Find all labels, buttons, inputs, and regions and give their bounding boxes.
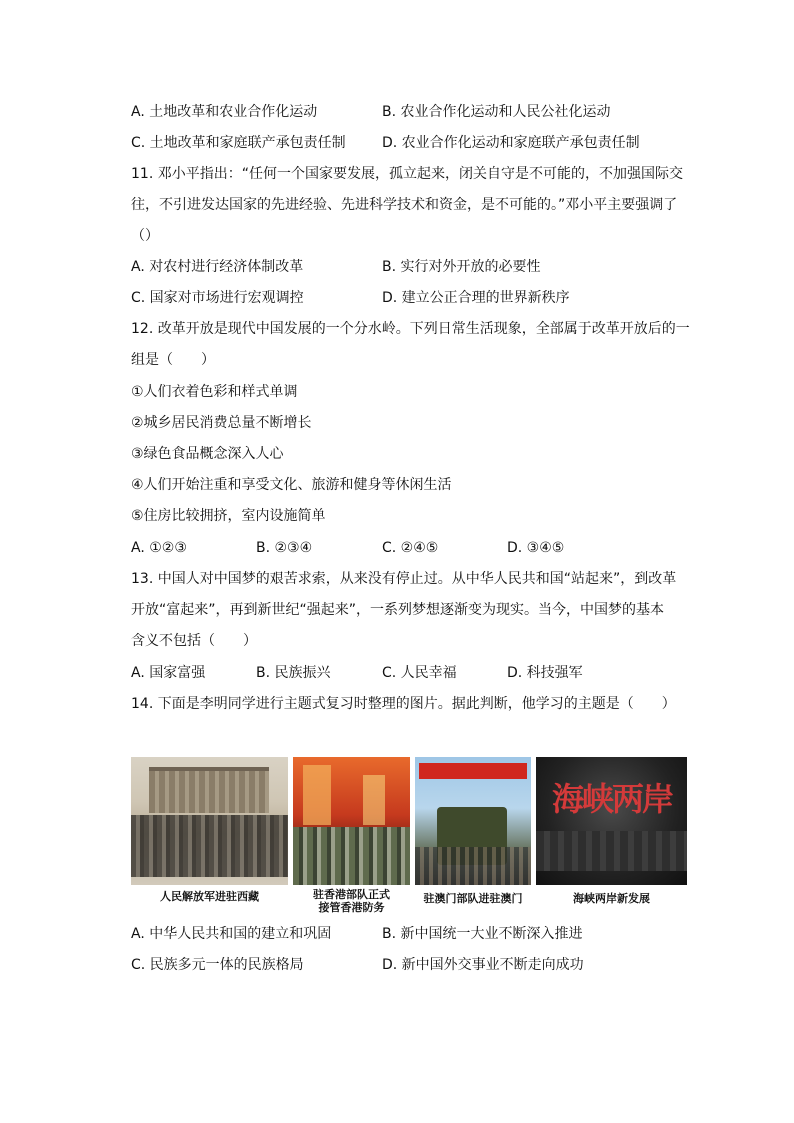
q13-option-b: B. 民族振兴 (256, 665, 331, 681)
q12-item-2: ②城乡居民消费总量不断增长 (131, 415, 312, 431)
q12-option-c: C. ②④⑤ (382, 540, 439, 556)
q13-stem-line1: 13. 中国人对中国梦的艰苦求索，从来没有停止过。从中华人民共和国“站起来”，到改革 (131, 571, 677, 587)
q11-stem-line2: 往，不引进发达国家的先进经验、先进科学技术和资金，是不可能的。”邓小平主要强调了 (131, 197, 678, 213)
q13-stem-line2: 开放“富起来”，再到新世纪“强起来”，一系列梦想逐渐变为现实。当今，中国梦的基本 (131, 602, 665, 618)
building-shape (303, 765, 331, 825)
q12-option-d: D. ③④⑤ (507, 540, 565, 556)
cross-strait-logo-text: 海峡两岸 (551, 780, 672, 818)
q14-option-a: A. 中华人民共和国的建立和巩固 (131, 926, 332, 942)
background-shape (536, 831, 687, 871)
q12-option-a: A. ①②③ (131, 540, 187, 556)
q13-option-d: D. 科技强军 (507, 665, 583, 681)
q13-option-a: A. 国家富强 (131, 665, 206, 681)
q11-stem-line1: 11. 邓小平指出：“任何一个国家要发展，孤立起来，闭关自守是不可能的，不加强国际交 (131, 166, 683, 182)
q10-option-b: B. 农业合作化运动和人民公社化运动 (382, 104, 611, 120)
photo-tibet-caption: 人民解放军进驻西藏 (160, 890, 259, 903)
q11-option-d: D. 建立公正合理的世界新秩序 (382, 290, 570, 306)
q14-option-b: B. 新中国统一大业不断深入推进 (382, 926, 583, 942)
q12-option-b: B. ②③④ (256, 540, 313, 556)
q13-stem-line3: 含义不包括（ ） (131, 633, 257, 649)
building-shape (363, 775, 385, 825)
q12-stem-line1: 12. 改革开放是现代中国发展的一个分水岭。下列日常生活现象，全部属于改革开放后的一 (131, 321, 690, 337)
crowd-shape (415, 847, 531, 885)
q14-option-d: D. 新中国外交事业不断走向成功 (382, 957, 584, 973)
q11-option-c: C. 国家对市场进行宏观调控 (131, 290, 304, 306)
q11-option-a: A. 对农村进行经济体制改革 (131, 259, 304, 275)
photo-hongkong (293, 757, 410, 885)
troops-shape (131, 815, 288, 877)
q11-stem-line3: （） (131, 228, 159, 244)
photo-hongkong-caption-line2: 接管香港防务 (318, 901, 385, 914)
q14-option-c: C. 民族多元一体的民族格局 (131, 957, 304, 973)
photo-tibet (131, 757, 288, 885)
photo-cross-strait-caption: 海峡两岸新发展 (573, 892, 650, 905)
q12-item-4: ④人们开始注重和享受文化、旅游和健身等休闲生活 (131, 477, 452, 493)
q13-option-c: C. 人民幸福 (382, 665, 457, 681)
red-banner-shape (419, 763, 527, 779)
potala-palace-shape (149, 767, 269, 813)
q12-stem-line2: 组是（ ） (131, 352, 215, 368)
q10-option-d: D. 农业合作化运动和家庭联产承包责任制 (382, 135, 640, 151)
q11-option-b: B. 实行对外开放的必要性 (382, 259, 541, 275)
photo-hongkong-caption-line1: 驻香港部队正式 (313, 888, 390, 901)
photo-cross-strait (536, 757, 687, 885)
q14-stem-line1: 14. 下面是李明同学进行主题式复习时整理的图片。据此判断，他学习的主题是（ ） (131, 696, 676, 712)
photo-macau-caption: 驻澳门部队进驻澳门 (423, 892, 523, 905)
q10-option-c: C. 土地改革和家庭联产承包责任制 (131, 135, 346, 151)
q14-photo-strip (131, 757, 687, 913)
q12-item-1: ①人们衣着色彩和样式单调 (131, 384, 298, 400)
q12-item-3: ③绿色食品概念深入人心 (131, 446, 284, 462)
q10-option-a: A. 土地改革和农业合作化运动 (131, 104, 318, 120)
photo-macau (415, 757, 531, 885)
soldiers-shape (293, 827, 410, 885)
q12-item-5: ⑤住房比较拥挤，室内设施简单 (131, 508, 326, 524)
